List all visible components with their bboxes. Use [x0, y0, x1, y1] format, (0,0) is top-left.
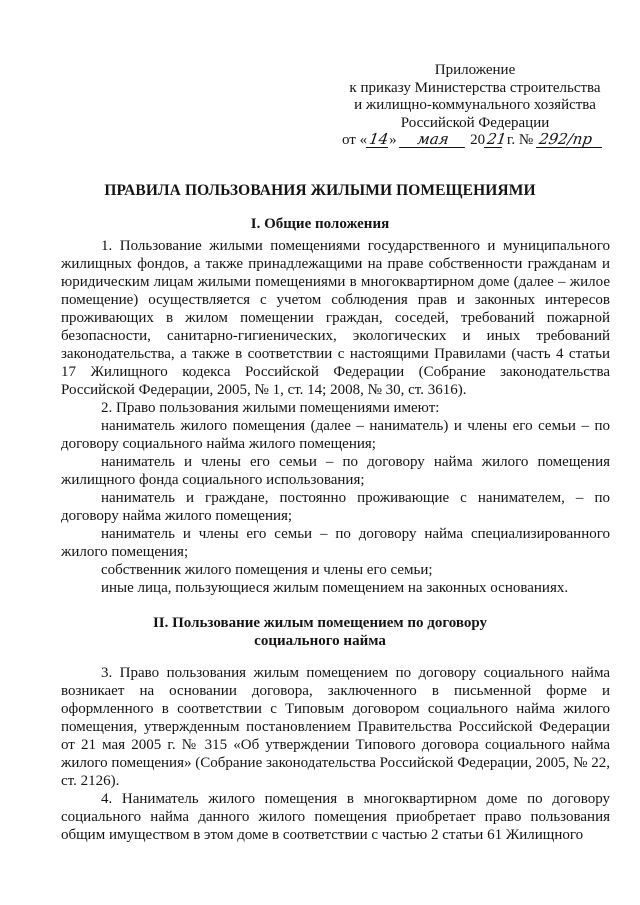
appendix-order-ref: к приказу Министерства строительства — [349, 79, 601, 96]
section-1-heading: I. Общие положения — [250, 216, 390, 232]
appendix-header — [330, 62, 620, 132]
order-quote-close: » — [389, 132, 397, 148]
paragraph: наниматель и члены его семьи – по договору найма жилого помещения жилищного фонда социального использования; — [61, 454, 610, 488]
section-2-heading — [0, 614, 640, 650]
paragraph: 2. Право пользования жилыми помещениями имеют: — [101, 400, 440, 416]
paragraph: 4. Наниматель жилого помещения в многоквартирном доме по договору социального найма данного жилого помещения приобретает право пользования общим имуществом в этом доме в соответствии с частью 2 статьи 61 Жилищного — [61, 791, 610, 843]
order-date-number — [342, 131, 632, 149]
section-2-heading-line2: социального найма — [254, 633, 386, 649]
paragraph: наниматель и члены его семьи – по договору найма специализированного жилого помещения; — [61, 526, 610, 560]
section-2-body — [61, 664, 610, 844]
paragraph: наниматель жилого помещения (далее – наниматель) и члены его семьи – по договору социального найма жилого помещения; — [61, 418, 610, 452]
order-year-prefix: 20 — [470, 132, 486, 148]
order-number-handwritten: 292/пр — [536, 132, 604, 148]
paragraph: 1. Пользование жилыми помещениями государственного и муниципального жилищных фондов, а также принадлежащими на праве собственности гражданам и юридическим лицам жилыми помещениями в многоквартирном доме (далее – жилое помещение) осуществляется с учетом соблюдения прав и законных интересов проживающих в жилом помещении граждан, соседей, требований пожарной безопасности, санитарно-гигиенических, экологических и иных требований законодательства, а также в соответствии с настоящими Правилами (часть 4 статьи 17 Жилищного кодекса Российской Федерации (Собрание законодательства Российской Федерации, 2005, № 1, ст. 14; 2008, № 30, ст. 3616). — [61, 238, 610, 398]
order-day-handwritten: 14 — [367, 130, 390, 148]
section-1-body — [61, 237, 610, 597]
appendix-ministry: и жилищно-коммунального хозяйства — [354, 97, 596, 113]
paragraph: 3. Право пользования жилым помещением по договору социального найма возникает на основании договора, заключенного в письменной форме и оформленного в соответствии с Типовым договором социального найма жилого помещения, утвержденным постановлением Правительства Российской Федерации от 21 мая 2005 г. № 315 «Об утверждении Типового договора социального найма жилого помещения» (Собрание законодательства Российской Федерации, 2005, № 22, ст. 2126). — [61, 665, 610, 789]
paragraph: собственник жилого помещения и члены его семьи; — [101, 562, 433, 578]
order-year-handwritten: 21 — [485, 130, 508, 148]
order-prefix: от « — [342, 132, 368, 148]
paragraph: иные лица, пользующиеся жилым помещением на законных основаниях. — [101, 580, 569, 596]
order-number-prefix: г. № — [506, 132, 534, 148]
paragraph: наниматель и граждане, постоянно проживающие с нанимателем, – по договору найма жилого помещения; — [61, 490, 610, 524]
order-month-handwritten: мая — [399, 132, 467, 148]
appendix-label: Приложение — [434, 62, 516, 78]
section-2-heading-line1: II. Пользование жилым помещением по договору — [152, 615, 488, 631]
appendix-country: Российской Федерации — [400, 114, 550, 131]
document-title: ПРАВИЛА ПОЛЬЗОВАНИЯ ЖИЛЫМИ ПОМЕЩЕНИЯМИ — [104, 182, 536, 199]
